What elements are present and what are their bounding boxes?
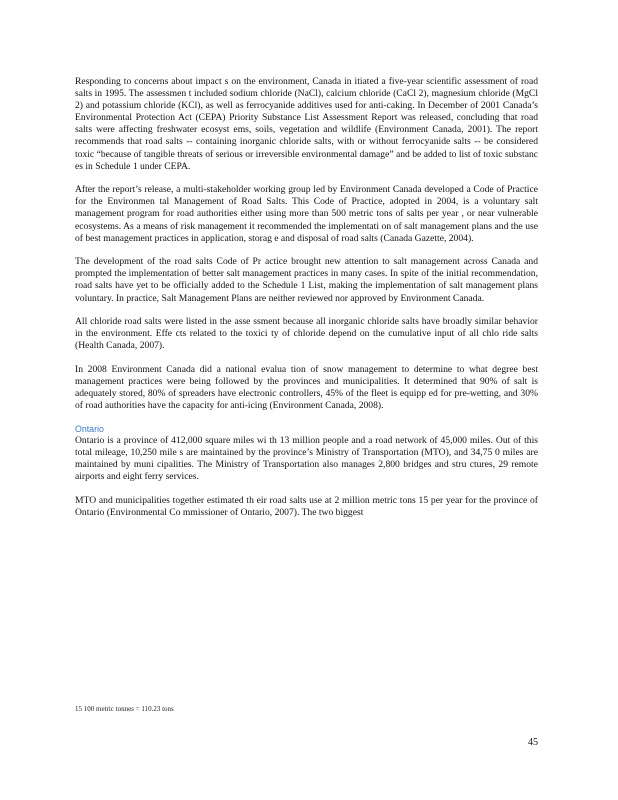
- footnote: 15 100 metric tonnes = 110.23 tons: [75, 705, 174, 713]
- paragraph-road-salts-assessment: Responding to concerns about impact s on the environment, Canada in itiated a five-year scientific assessment of road salts in 1995. The assessmen t included sodium chloride (NaCl), calcium chloride (CaCl 2), magnesium chloride (MgCl 2) and potassium chloride (KCl), as well as ferrocyanide additives used for anti-caking. In December of 2001 Canada’s Environmental Protection Act (CEPA) Priority Substance List Assessment Report was released, concluding that road salts were affecting freshwater ecosyst ems, soils, vegetation and wildlife (Environment Canada, 2001). The report recommends that road salts -- containing inorganic chloride salts, with or without ferrocyanide salts -- be considered toxic “because of tangible threats of serious or irreversible environmental damage” and be added to list of toxic substanc es in Schedule 1 under CEPA.: [75, 76, 539, 172]
- section-heading-ontario: Ontario: [75, 423, 104, 434]
- paragraph-mto-estimate: MTO and municipalities together estimated th eir road salts use at 2 million metric tons 15 per year for the province of Ontario (Environmental Co mmissioner of Ontario, 2007). The two biggest: [75, 494, 538, 518]
- page-number: 45: [528, 737, 538, 748]
- paragraph-code-of-practice: After the report’s release, a multi-stakeholder working group led by Environment Canada developed a Code of Practice for the Environmen tal Management of Road Salts. This Code of Practice, adopted in 2004, is a voluntary salt management program for road authorities either using more than 500 metric tons of salts per year , or near vulnerable ecosystems. As a means of risk management it recommended the implementati on of salt management plans and the use of best management practices in application, storag e and disposal of road salts (Canada Gazette, 2004).: [75, 184, 538, 244]
- paragraph-ontario: Ontario is a province of 412,000 square miles wi th 13 million people and a road network of 45,000 miles. Out of this total mileage, 10,250 mile s are maintained by the province’s Ministry of Transportation (MTO), and 34,75 0 miles are maintained by muni cipalities. The Ministry of Transportation also manages 2,800 bridges and stru ctures, 29 remote airports and eight ferry services.: [75, 434, 538, 483]
- paragraph-chloride-salts: All chloride road salts were listed in the asse ssment because all inorganic chloride salts have broadly similar behavior in the environment. Effe cts related to the toxici ty of chloride depend on the cumulative input of all chlo ride salts (Health Canada, 2007).: [75, 316, 538, 352]
- paragraph-2008-evaluation: In 2008 Environment Canada did a national evalua tion of snow management to determine to what degree best management practices were being followed by the provinces and municipalities. It determined that 90% of salt is adequately stored, 80% of spreaders have electronic controllers, 45% of the fleet is equipp ed for pre-wetting, and 30% of road authorities have the capacity for anti-icing (Environment Canada, 2008).: [75, 363, 538, 412]
- paragraph-development: The development of the road salts Code of Pr actice brought new attention to salt management across Canada and prompted the implementation of better salt management practices in many cases. In spite of the initial recommendation, road salts have yet to be officially added to the Schedule 1 List, making the implementation of salt management plans voluntary. In practice, Salt Management Plans are neither reviewed nor approved by Environment Canada.: [75, 256, 538, 304]
- body-text: [75, 76, 538, 530]
